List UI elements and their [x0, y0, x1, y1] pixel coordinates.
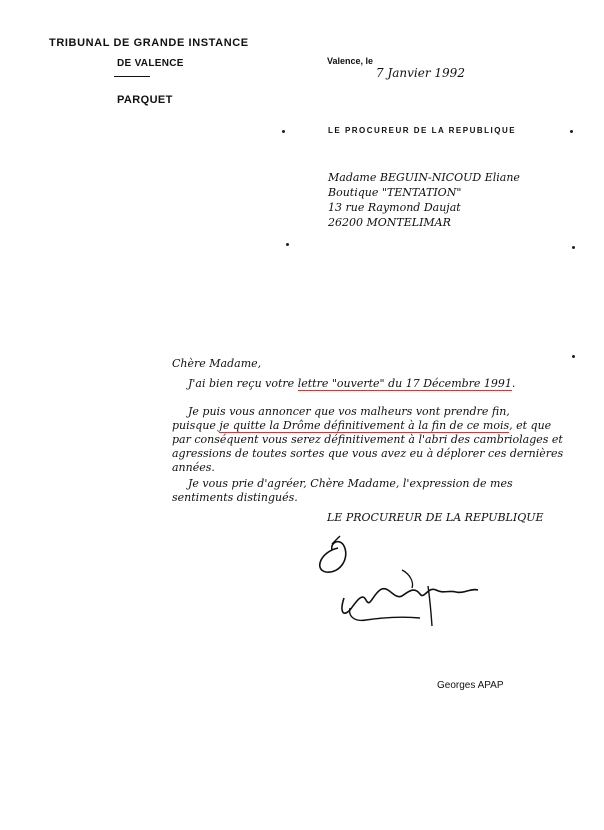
recipient-city: 26200 MONTELIMAR: [328, 216, 451, 229]
punch-mark: [572, 246, 575, 249]
p1-underlined: lettre "ouverte" du 17 Décembre 1991: [297, 377, 512, 390]
court-city: DE VALENCE: [117, 58, 184, 69]
signer-name: Georges APAP: [437, 680, 504, 691]
paragraph-2-line-5: années.: [172, 461, 215, 474]
p1-end: .: [511, 377, 516, 390]
p2-end: , et que: [509, 419, 552, 432]
p2-text: puisque: [172, 419, 220, 432]
p1-text: J'ai bien reçu votre: [188, 377, 298, 390]
letter-date: 7 Janvier 1992: [376, 66, 465, 80]
handwritten-signature: [310, 530, 500, 640]
recipient-shop: Boutique "TENTATION": [328, 186, 462, 199]
header-rule: [114, 76, 150, 77]
paragraph-2-line-1: Je puis vous annoncer que vos malheurs vont prendre fin,: [188, 405, 510, 418]
paragraph-2-line-4: agressions de toutes sortes que vous avez eu à déplorer ces dernières: [172, 447, 564, 460]
p2-underlined: je quitte la Drôme définitivement à la fin de ce mois: [219, 419, 510, 432]
recipient-name: Madame BEGUIN-NICOUD Eliane: [328, 171, 520, 184]
sender-title: LE PROCUREUR DE LA REPUBLIQUE: [328, 126, 517, 135]
paragraph-3-line-2: sentiments distingués.: [172, 491, 298, 504]
punch-mark: [282, 130, 285, 133]
place-label: Valence, le: [327, 56, 374, 66]
office-name: PARQUET: [117, 94, 173, 106]
punch-mark: [570, 130, 573, 133]
paragraph-3-line-1: Je vous prie d'agréer, Chère Madame, l'expression de mes: [188, 477, 513, 490]
paragraph-2-line-3: par conséquent vous serez définitivement à l'abri des cambriolages et: [172, 433, 563, 446]
salutation: Chère Madame,: [172, 357, 262, 370]
closing-title: LE PROCUREUR DE LA REPUBLIQUE: [327, 511, 544, 524]
punch-mark: [286, 243, 289, 246]
paragraph-1: [188, 377, 515, 390]
recipient-street: 13 rue Raymond Daujat: [328, 201, 461, 214]
punch-mark: [572, 355, 575, 358]
paragraph-2-line-2: [172, 419, 551, 432]
court-name: TRIBUNAL DE GRANDE INSTANCE: [49, 37, 249, 49]
